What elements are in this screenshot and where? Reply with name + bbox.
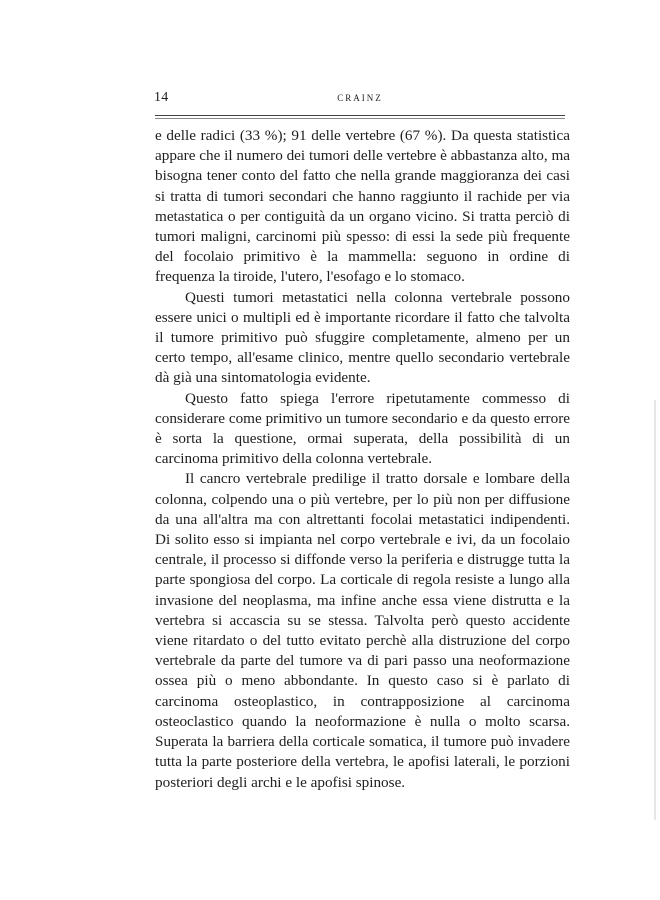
body-text [155,126,570,793]
running-head: CRAINZ [337,93,383,103]
page-header [152,90,568,110]
scan-edge-shadow [654,400,656,820]
paragraph-4: Il cancro vertebrale predilige il tratto dorsale e lombare della colonna, colpendo una o più vertebre, per lo più non per diffusione da una all'altra ma con altrettanti focolai metastatici indipendenti. Di solito esso si impianta nel corpo vertebrale e ivi, da un focolaio centrale, il processo si diffonde verso la periferia e distrugge tutta la parte spongiosa del corpo. La corticale di regola resiste a lungo alla invasione del neoplasma, ma infine anche essa viene distrutta e la vertebra si accascia su se stessa. Talvolta però questo accidente viene ritardato o del tutto evitato perchè alla distruzione del corpo vertebrale da parte del tumore va di pari passo una neoformazione ossea più o meno abbondante. In questo caso si è parlato di carcinoma osteoplastico, in contrapposizione al carcinoma osteoclastico quando la neoformazione è nulla o molto scarsa. Superata la barriera della corticale somatica, il tumore può invadere tutta la parte posteriore della vertebra, le apofisi laterali, le porzioni posteriori degli archi e le apofisi spinose. [155,470,570,791]
header-rule-thin [155,118,565,119]
paragraph-1: e delle radici (33 %); 91 delle vertebre (67 %). Da questa statistica appare che il numero dei tumori delle vertebre è abbastanza alto, ma bisogna tener conto del fatto che nella grande maggioranza dei casi si tratta di tumori secondari che hanno raggiunto il rachide per via metastatica o per contiguità da un organo vicino. Si tratta perciò di tumori maligni, carcinomi più spesso: di essi la sede più frequente del focolaio primitivo è la mammella: seguono in ordine di frequenza la tiroide, l'utero, l'esofago e lo stomaco. [155,127,570,286]
paragraph-2: Questi tumori metastatici nella colonna vertebrale possono essere unici o multipli ed è importante ricordare il fatto che talvolta il tumore primitivo può sfuggire completamente, almeno per un certo tempo, all'esame clinico, mentre quello secondario vertebrale dà già una sintomatologia evidente. [155,288,570,387]
header-rule [155,115,565,116]
page-number: 14 [154,90,169,105]
paragraph-3: Questo fatto spiega l'errore ripetutamente commesso di considerare come primitivo un tumore secondario e da questo errore è sorta la questione, ormai superata, della possibilità di un carcinoma primitivo della colonna vertebrale. [155,389,570,468]
